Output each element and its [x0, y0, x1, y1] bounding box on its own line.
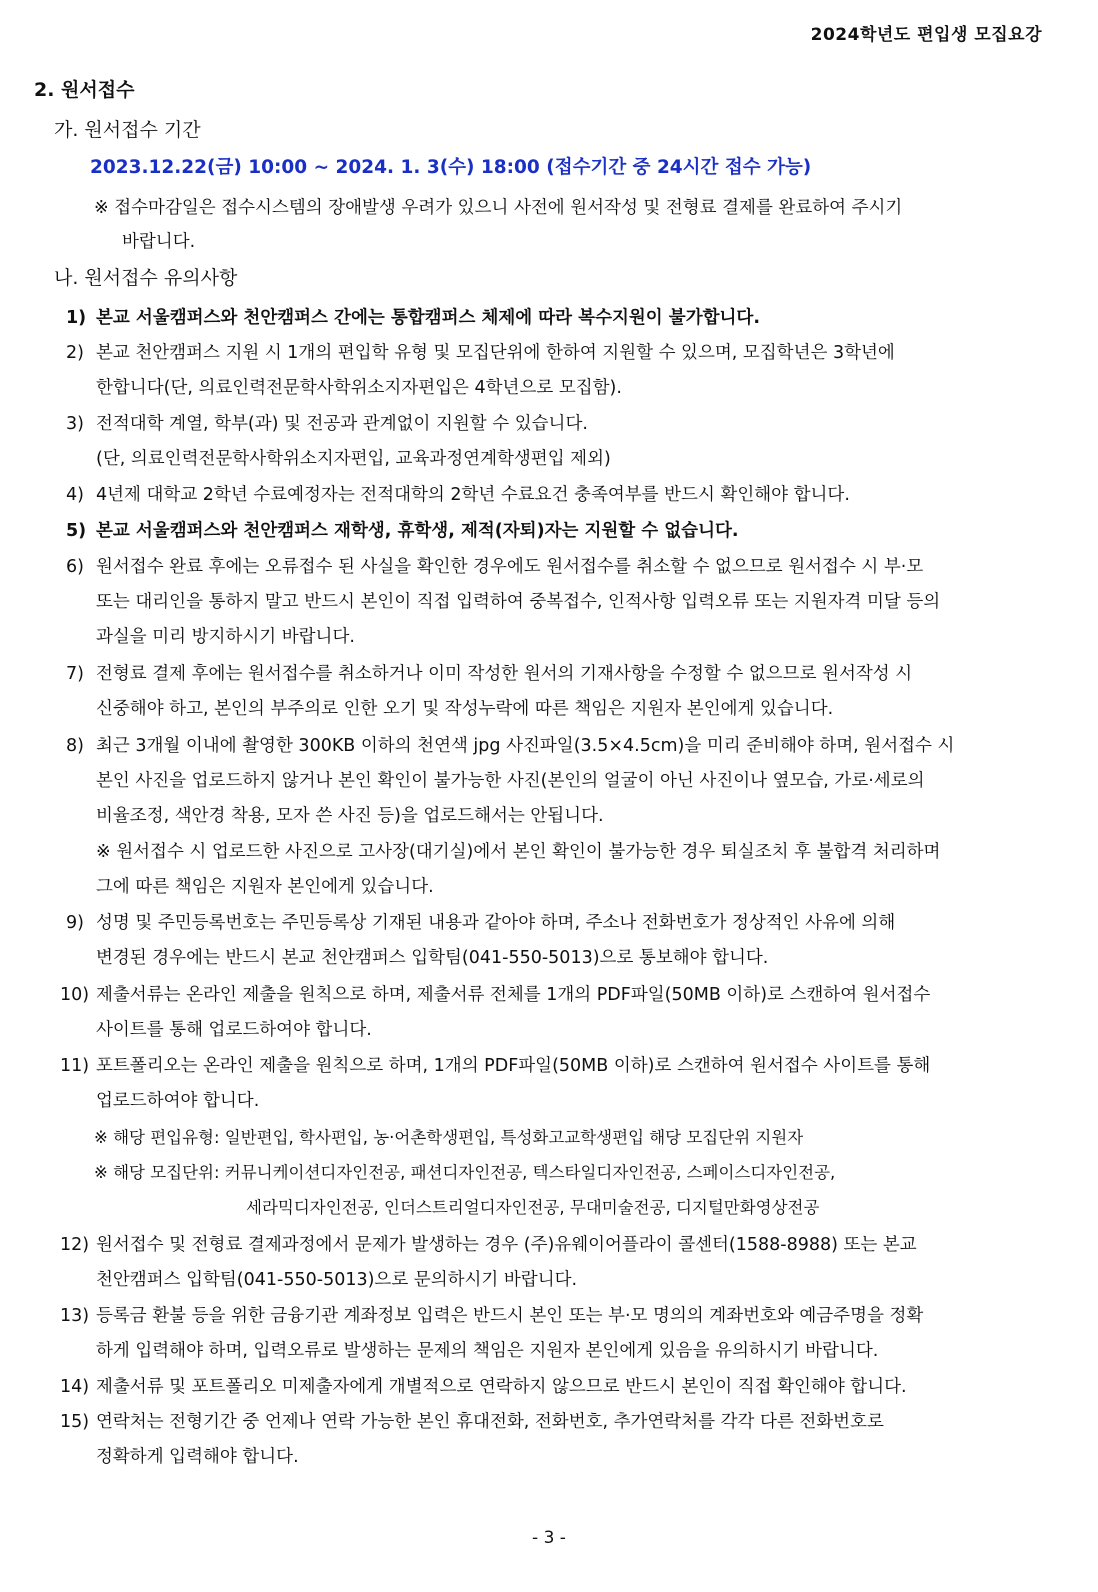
item-line: 사이트를 통해 업로드하여야 합니다.: [96, 1020, 372, 1040]
item-line: 본교 천안캠퍼스 지원 시 1개의 편입학 유형 및 모집단위에 한하여 지원할 수 있으며, 모집학년은 3학년에: [96, 343, 895, 363]
item-line: 정확하게 입력해야 합니다.: [96, 1447, 299, 1467]
item-number: 15): [60, 1412, 90, 1432]
item-line: 포트폴리오는 온라인 제출을 원칙으로 하며, 1개의 PDF파일(50MB 이하)로 스캔하여 원서접수 사이트를 통해: [96, 1056, 931, 1076]
application-period: 2023.12.22(금) 10:00 ~ 2024. 1. 3(수) 18:00 (접수기간 중 24시간 접수 가능): [90, 157, 812, 178]
subsection-ga-title: 가. 원서접수 기간: [54, 119, 201, 141]
item-11-note-unit: ※ 해당 모집단위: 커뮤니케이션디자인전공, 패션디자인전공, 텍스타일디자인전공, 스페이스디자인전공,: [94, 1163, 836, 1182]
item-line: 전적대학 계열, 학부(과) 및 전공과 관계없이 지원할 수 있습니다.: [96, 414, 588, 434]
item-line: 전형료 결제 후에는 원서접수를 취소하거나 이미 작성한 원서의 기재사항을 수정할 수 없으므로 원서작성 시: [96, 664, 913, 684]
period-note-line1: ※ 접수마감일은 접수시스템의 장애발생 우려가 있으니 사전에 원서작성 및 전형료 결제를 완료하여 주시기: [94, 198, 903, 218]
item-number: 6): [66, 557, 84, 577]
item-line: 연락처는 전형기간 중 언제나 연락 가능한 본인 휴대전화, 전화번호, 추가연락처를 각각 다른 전화번호로: [96, 1412, 884, 1432]
item-line: 한합니다(단, 의료인력전문학사학위소지자편입은 4학년으로 모집함).: [96, 378, 622, 398]
item-line: 업로드하여야 합니다.: [96, 1091, 260, 1111]
item-number: 7): [66, 664, 84, 684]
section-title: 2. 원서접수: [34, 79, 135, 101]
item-line: 원서접수 및 전형료 결제과정에서 문제가 발생하는 경우 (주)유웨이어플라이 콜센터(1588-8988) 또는 본교: [96, 1235, 917, 1255]
item-line: (단, 의료인력전문학사학위소지자편입, 교육과정연계학생편입 제외): [96, 449, 611, 469]
item-number: 8): [66, 736, 84, 756]
item-line: 천안캠퍼스 입학팀(041-550-5013)으로 문의하시기 바랍니다.: [96, 1270, 578, 1290]
item-line: 하게 입력해야 하며, 입력오류로 발생하는 문제의 책임은 지원자 본인에게 있음을 유의하시기 바랍니다.: [96, 1341, 879, 1361]
item-line: 제출서류 및 포트폴리오 미제출자에게 개별적으로 연락하지 않으므로 반드시 본인이 직접 확인해야 합니다.: [96, 1377, 907, 1397]
item-number: 4): [66, 485, 84, 505]
item-11-note-type: ※ 해당 편입유형: 일반편입, 학사편입, 농·어촌학생편입, 특성화고교학생편입 해당 모집단위 지원자: [94, 1128, 804, 1147]
item-number: 14): [60, 1377, 90, 1397]
item-line: 비율조정, 색안경 착용, 모자 쓴 사진 등)을 업로드해서는 안됩니다.: [96, 806, 604, 826]
item-line: 제출서류는 온라인 제출을 원칙으로 하며, 제출서류 전체를 1개의 PDF파일(50MB 이하)로 스캔하여 원서접수: [96, 985, 931, 1005]
item-line: 최근 3개월 이내에 촬영한 300KB 이하의 천연색 jpg 사진파일(3.5×4.5cm)을 미리 준비해야 하며, 원서접수 시: [96, 736, 955, 756]
item-number: 11): [60, 1056, 90, 1076]
item-number: 12): [60, 1235, 90, 1255]
item-number: 13): [60, 1306, 90, 1326]
item-line: 또는 대리인을 통하지 말고 반드시 본인이 직접 입력하여 중복접수, 인적사항 입력오류 또는 지원자격 미달 등의: [96, 592, 941, 612]
item-note-line: 그에 따른 책임은 지원자 본인에게 있습니다.: [96, 877, 434, 897]
item-line: 성명 및 주민등록번호는 주민등록상 기재된 내용과 같아야 하며, 주소나 전화번호가 정상적인 사유에 의해: [96, 913, 896, 933]
item-line: 신중해야 하고, 본인의 부주의로 인한 오기 및 작성누락에 따른 책임은 지원자 본인에게 있습니다.: [96, 699, 834, 719]
running-header: 2024학년도 편입생 모집요강: [810, 25, 1042, 45]
item-number: 2): [66, 343, 84, 363]
item-number: 3): [66, 414, 84, 434]
item-line: 본교 서울캠퍼스와 천안캠퍼스 재학생, 휴학생, 제적(자퇴)자는 지원할 수 없습니다.: [96, 521, 739, 541]
period-note-line2: 바랍니다.: [122, 232, 196, 252]
item-number: 5): [66, 521, 87, 541]
item-line: 본교 서울캠퍼스와 천안캠퍼스 간에는 통합캠퍼스 체제에 따라 복수지원이 불가합니다.: [96, 308, 760, 328]
item-line: 본인 사진을 업로드하지 않거나 본인 확인이 불가능한 사진(본인의 얼굴이 아닌 사진이나 옆모습, 가로·세로의: [96, 771, 925, 791]
item-line: 4년제 대학교 2학년 수료예정자는 전적대학의 2학년 수료요건 충족여부를 반드시 확인해야 합니다.: [96, 485, 850, 505]
item-number: 9): [66, 913, 84, 933]
page-number: - 3 -: [532, 1528, 566, 1548]
item-line: 원서접수 완료 후에는 오류접수 된 사실을 확인한 경우에도 원서접수를 취소할 수 없으므로 원서접수 시 부·모: [96, 557, 924, 577]
item-number: 10): [60, 985, 90, 1005]
item-note-line: ※ 원서접수 시 업로드한 사진으로 고사장(대기실)에서 본인 확인이 불가능한 경우 퇴실조치 후 불합격 처리하며: [96, 842, 941, 862]
item-number: 1): [66, 308, 87, 328]
item-11-note-unit-cont: 세라믹디자인전공, 인더스트리얼디자인전공, 무대미술전공, 디지털만화영상전공: [246, 1198, 820, 1217]
item-line: 등록금 환불 등을 위한 금융기관 계좌정보 입력은 반드시 본인 또는 부·모 명의의 계좌번호와 예금주명을 정확: [96, 1306, 924, 1326]
item-line: 과실을 미리 방지하시기 바랍니다.: [96, 627, 355, 647]
subsection-na-title: 나. 원서접수 유의사항: [54, 267, 238, 289]
item-line: 변경된 경우에는 반드시 본교 천안캠퍼스 입학팀(041-550-5013)으로 통보해야 합니다.: [96, 948, 769, 968]
